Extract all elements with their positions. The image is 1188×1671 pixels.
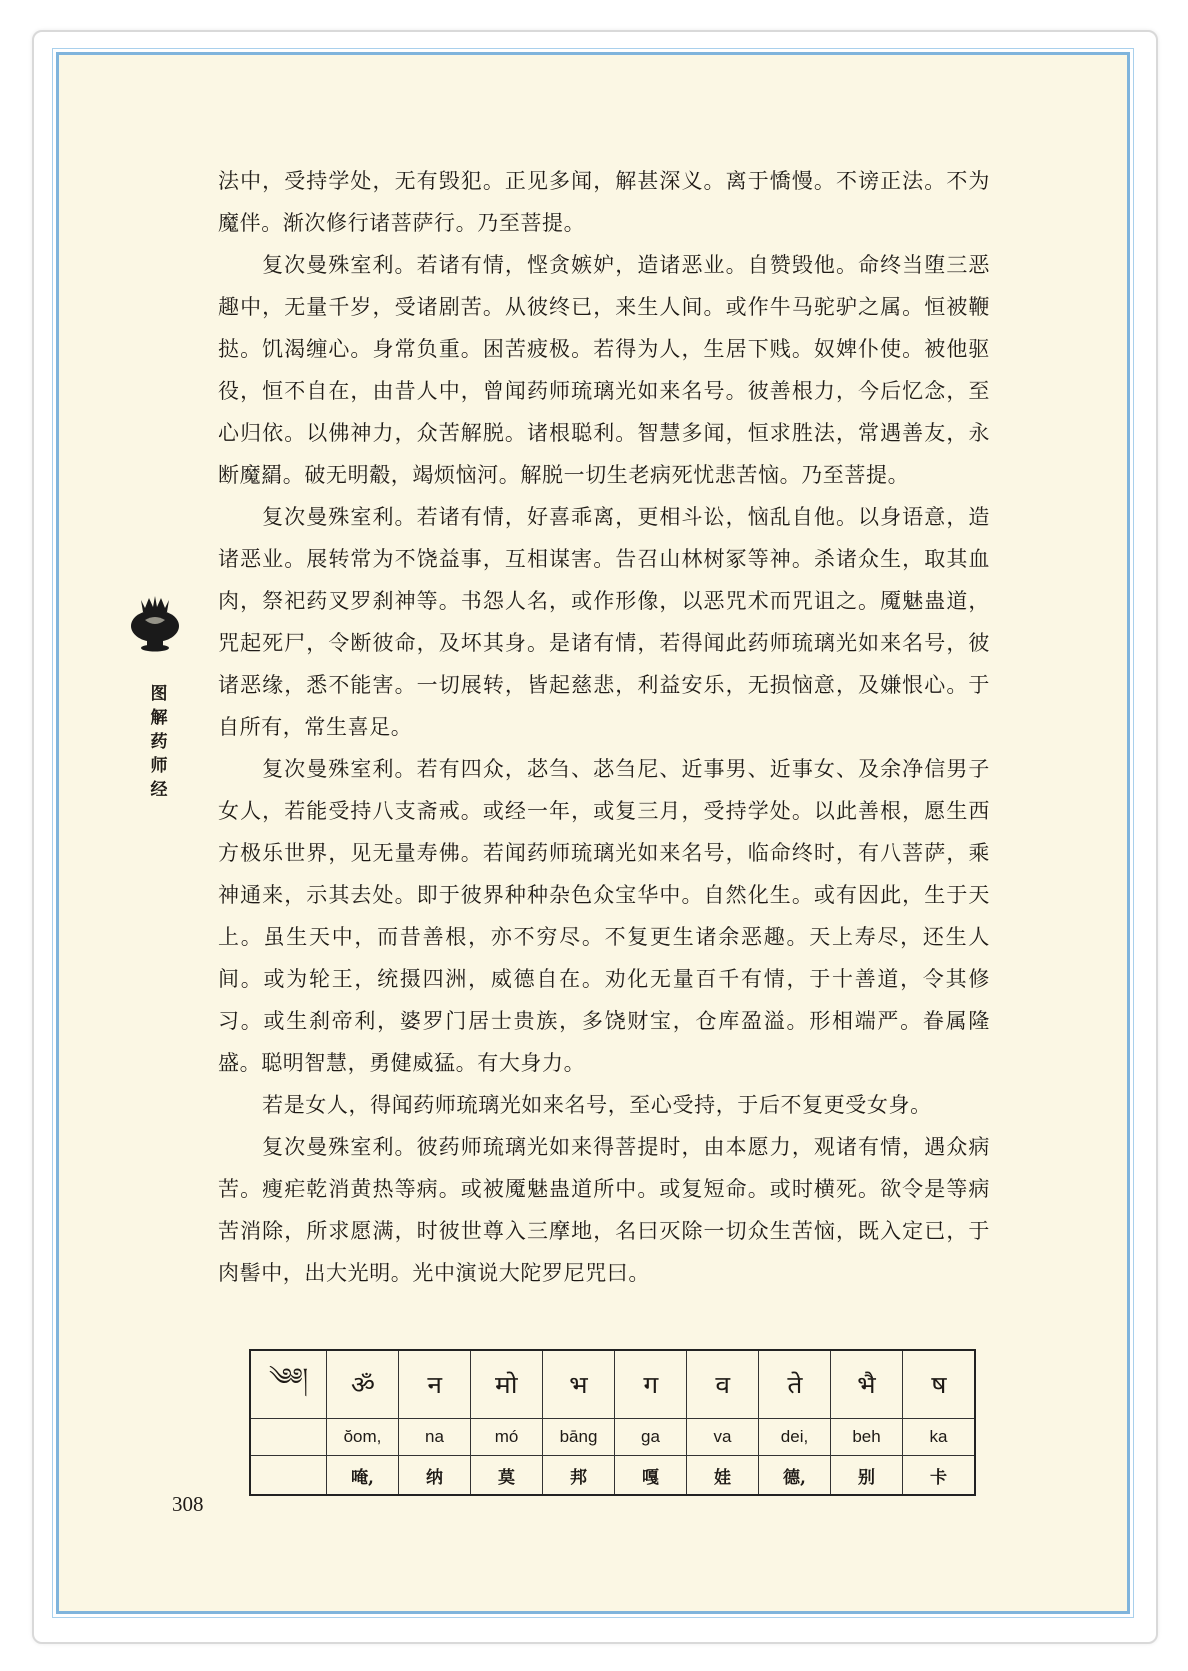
side-title-char: 师 (150, 756, 168, 776)
script-glyph: भ (569, 1371, 588, 1399)
script-cell (471, 1350, 543, 1419)
scripture-text (218, 160, 990, 1294)
script-cell (687, 1350, 759, 1419)
page-number: 308 (172, 1492, 204, 1516)
script-glyph: ॐ (350, 1371, 375, 1399)
script-cell (831, 1350, 903, 1419)
roman-cell: na (399, 1419, 471, 1456)
script-row (250, 1350, 975, 1419)
script-glyph: ग (643, 1371, 658, 1399)
chinese-cell: 莫 (471, 1456, 543, 1496)
script-glyph: मो (495, 1371, 518, 1399)
mantra-table (249, 1349, 976, 1496)
chinese-row (250, 1456, 975, 1496)
script-cell (759, 1350, 831, 1419)
book-title-vertical (148, 682, 170, 802)
roman-cell: beh (831, 1419, 903, 1456)
side-title-char: 图 (150, 684, 168, 704)
roman-cell: mó (471, 1419, 543, 1456)
script-cell (543, 1350, 615, 1419)
paragraph: 法中，受持学处，无有毁犯。正见多闻，解甚深义。离于憍慢。不谤正法。不为魔伴。渐次修行诸菩萨行。乃至菩提。 (218, 169, 990, 235)
lotus-bowl-icon (127, 592, 183, 654)
side-title-char: 经 (150, 780, 168, 800)
roman-cell: ga (615, 1419, 687, 1456)
script-cell (615, 1350, 687, 1419)
paragraph: 复次曼殊室利。彼药师琉璃光如来得菩提时，由本愿力，观诸有情，遇众病苦。瘦疟乾消黄热等病。或被魇魅蛊道所中。或复短命。或时横死。欲令是等病苦消除，所求愿满，时彼世尊入三摩地，名曰灭除一切众生苦恼，既入定已，于肉髻中，出大光明。光中演说大陀罗尼咒曰。 (218, 1135, 990, 1285)
chinese-cell: 邦 (543, 1456, 615, 1496)
chinese-cell: 卡 (903, 1456, 976, 1496)
script-glyph: भै (857, 1371, 876, 1399)
side-title-char: 解 (150, 708, 168, 728)
empty-cell (250, 1456, 327, 1496)
script-glyph: ते (786, 1371, 803, 1399)
script-glyph: व (715, 1371, 730, 1399)
chinese-cell: 娃 (687, 1456, 759, 1496)
paragraph: 复次曼殊室利。若诸有情，好喜乖离，更相斗讼，恼乱自他。以身语意，造诸恶业。展转常为不饶益事，互相谋害。告召山林树冢等神。杀诸众生，取其血肉，祭祀药叉罗刹神等。书怨人名，或作形像，以恶咒术而咒诅之。魇魅蛊道，咒起死尸，令断彼命，及坏其身。是诸有情，若得闻此药师琉璃光如来名号，彼诸恶缘，悉不能害。一切展转，皆起慈悲，利益安乐，无损恼意，及嫌恨心。于自所有，常生喜足。 (218, 505, 990, 739)
chinese-cell: 纳 (399, 1456, 471, 1496)
roman-cell: dei, (759, 1419, 831, 1456)
paragraph: 复次曼殊室利。若有四众，苾刍、苾刍尼、近事男、近事女、及余净信男子女人，若能受持八支斋戒。或经一年，或复三月，受持学处。以此善根，愿生西方极乐世界，见无量寿佛。若闻药师琉璃光如来名号，临命终时，有八菩萨，乘神通来，示其去处。即于彼界种种杂色众宝华中。自然化生。或有因此，生于天上。虽生天中，而昔善根，亦不穷尽。不复更生诸余恶趣。天上寿尽，还生人间。或为轮王，统摄四洲，威德自在。劝化无量百千有情，于十善道，令其修习。或生刹帝利，婆罗门居士贵族，多饶财宝，仓库盈溢。形相端严。眷属隆盛。聪明智慧，勇健威猛。有大身力。 (218, 757, 990, 1075)
script-glyph: न (427, 1371, 442, 1399)
script-cell (903, 1350, 976, 1419)
chinese-cell: 唵, (327, 1456, 399, 1496)
chinese-cell: 德, (759, 1456, 831, 1496)
chinese-cell: 嘎 (615, 1456, 687, 1496)
paragraph: 若是女人，得闻药师琉璃光如来名号，至心受持，于后不复更受女身。 (262, 1093, 932, 1117)
script-cell (327, 1350, 399, 1419)
roman-cell: va (687, 1419, 759, 1456)
script-cell (399, 1350, 471, 1419)
lead-symbol-cell: ༄༅། (250, 1350, 327, 1419)
script-glyph: ष (930, 1371, 947, 1399)
side-title-char: 药 (150, 732, 168, 752)
paragraph: 复次曼殊室利。若诸有情，悭贪嫉妒，造诸恶业。自赞毁他。命终当堕三恶趣中，无量千岁，受诸剧苦。从彼终已，来生人间。或作牛马驼驴之属。恒被鞭挞。饥渴缠心。身常负重。困苦疲极。若得为人，生居下贱。奴婢仆使。被他驱役，恒不自在，由昔人中，曾闻药师琉璃光如来名号。彼善根力，今后忆念，至心归依。以佛神力，众苦解脱。诸根聪利。智慧多闻，恒求胜法，常遇善友，永断魔羂。破无明觳，竭烦恼河。解脱一切生老病死忧悲苦恼。乃至菩提。 (218, 253, 990, 487)
romanization-row (250, 1419, 975, 1456)
roman-cell: ka (903, 1419, 976, 1456)
roman-cell: ŏom, (327, 1419, 399, 1456)
empty-cell (250, 1419, 327, 1456)
roman-cell: bāng (543, 1419, 615, 1456)
chinese-cell: 别 (831, 1456, 903, 1496)
